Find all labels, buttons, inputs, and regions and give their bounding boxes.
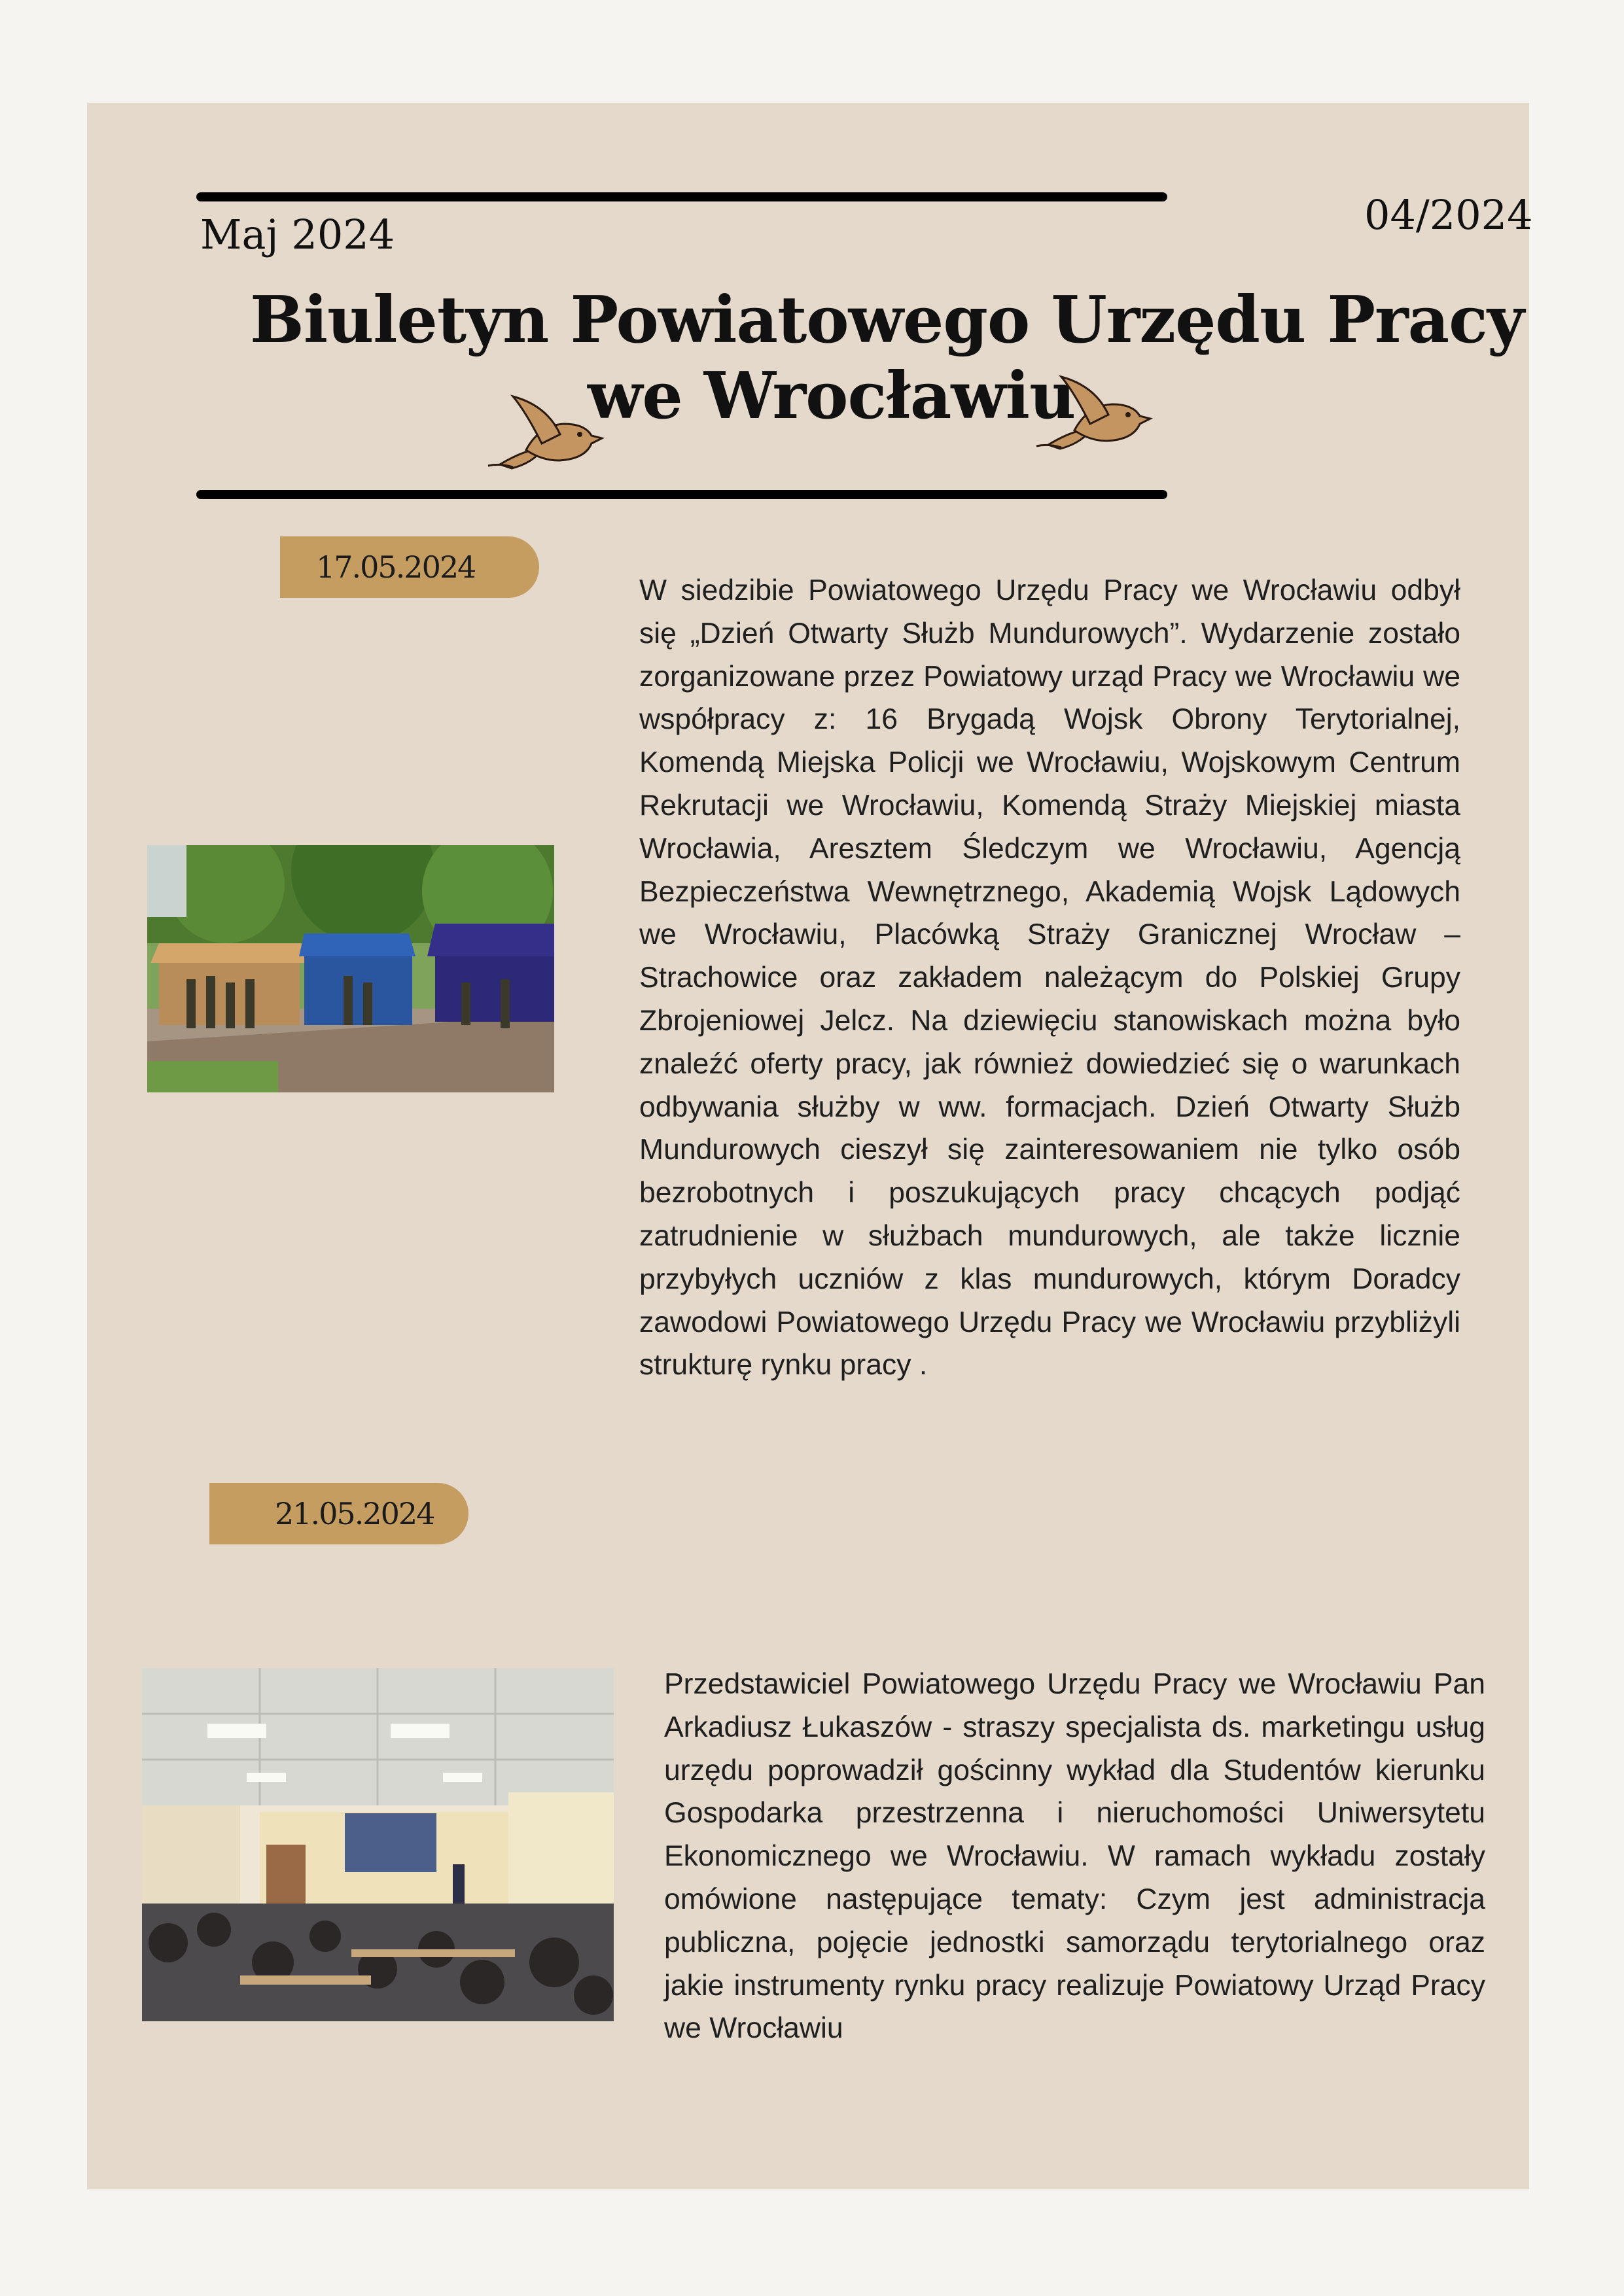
issue-number: 04/2024 <box>1364 191 1533 239</box>
newsletter-title-line-1: Biuletyn Powiatowego Urzędu Pracy <box>250 283 1524 358</box>
article-text: Przedstawiciel Powiatowego Urzędu Pracy we Wrocławiu Pan Arkadiusz Łukaszów - straszy specjalista ds. marketingu usług urzędu poprowadził gościnny wykład dla Studentów kierunku Gospodarka przestrzenna i nieruchomości Uniwersytetu Ekonomicznego we Wrocławiu. W ramach wykładu zostały omówione następujące tematy: Czym jest administracja publiczna, pojęcie jednostki samorządu terytorialnego oraz jakie instrumenty rynku pracy realizuje Powiatowy Urząd Pracy we Wrocławiu <box>664 1668 1485 2045</box>
header-top-rule <box>196 192 1167 201</box>
date-label: 21.05.2024 <box>275 1496 434 1531</box>
date-badge <box>209 1483 468 1544</box>
date-label: 17.05.2024 <box>316 549 476 585</box>
article-photo-outdoor-stands <box>147 845 554 1092</box>
issue-month: Maj 2024 <box>200 211 395 258</box>
header-bottom-rule <box>196 490 1167 499</box>
newsletter-title-line-2: we Wrocławiu <box>588 358 1076 434</box>
bird-icon <box>487 386 605 478</box>
article-photo-lecture-room <box>142 1668 614 2021</box>
date-badge <box>280 536 539 598</box>
bird-icon <box>1035 366 1153 458</box>
article-text: W siedzibie Powiatowego Urzędu Pracy we Wrocławiu odbył się „Dzień Otwarty Służb Mundurowych”. Wydarzenie zostało zorganizowane przez Powiatowy urząd Pracy we Wrocławiu we współpracy z: 16 Brygadą Wojsk Obrony Terytorialnej, Komendą Miejska Policji we Wrocławiu, Wojskowym Centrum Rekrutacji we Wrocławiu, Komendą Straży Miejskiej miasta Wrocławia, Aresztem Śledczym we Wrocławiu, Agencją Bezpieczeństwa Wewnętrznego, Akademią Wojsk Lądowych we Wrocławiu, Placówką Straży Granicznej Wrocław – Strachowice oraz zakładem należącym do Polskiej Grupy Zbrojeniowej Jelcz. Na dziewięciu stanowiskach można było znaleźć oferty pracy, jak również dowiedzieć się o warunkach odbywania służby w ww. formacjach. Dzień Otwarty Służb Mundurowych cieszył się zainteresowaniem nie tylko osób bezrobotnych i poszukujących pracy chcących podjąć zatrudnienie w służbach mundurowych, ale także licznie przybyłych uczniów z klas mundurowych, którym Doradcy zawodowi Powiatowego Urzędu Pracy we Wrocławiu przybliżyli strukturę rynku pracy . <box>639 574 1460 1382</box>
